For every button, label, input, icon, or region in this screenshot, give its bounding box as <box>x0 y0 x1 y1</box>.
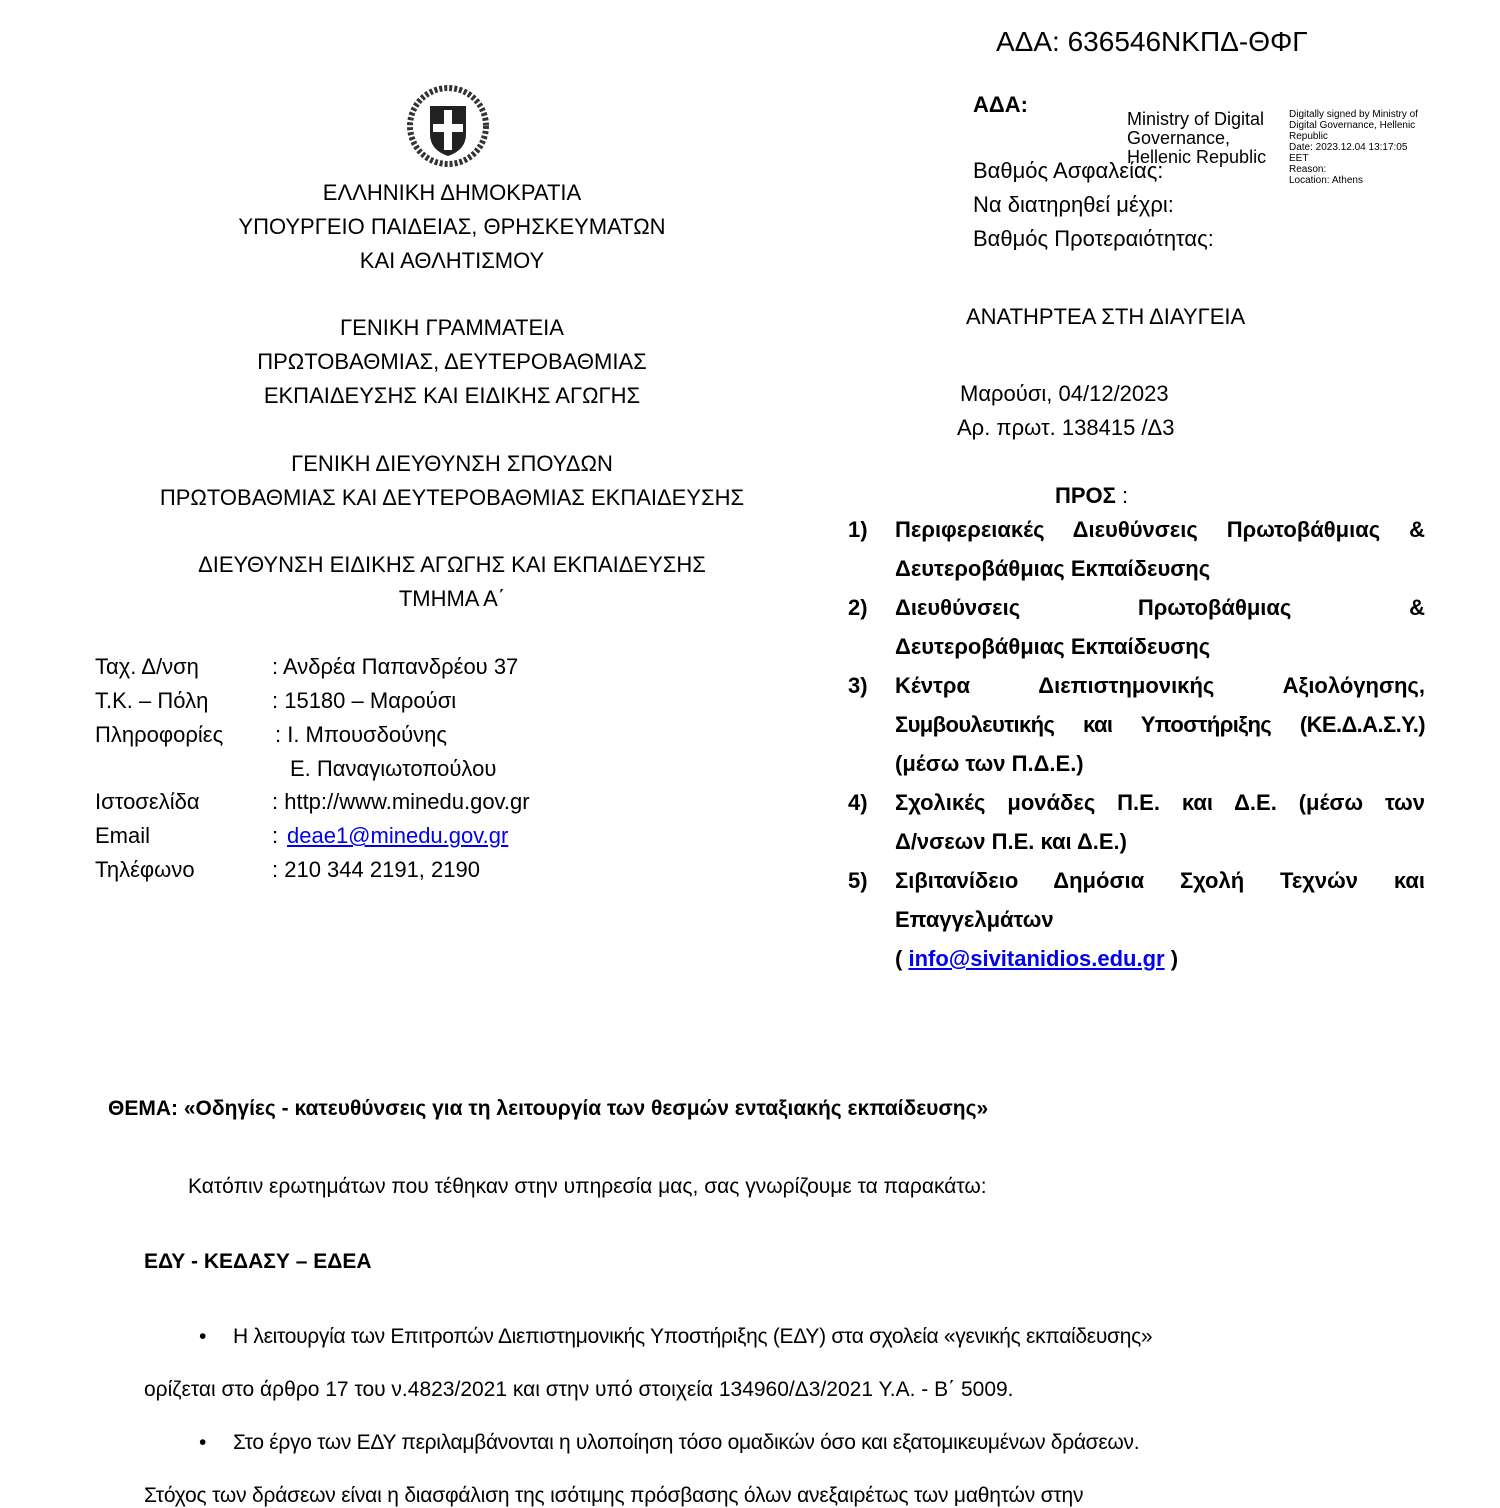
recipient-number: 4) <box>848 790 868 815</box>
bullet-paragraph: Στο έργο των ΕΔΥ περιλαμβάνονται η υλοποίηση τόσο ομαδικών όσο και εξατομικευμένων δράσεων. <box>233 1431 1140 1454</box>
recipient-line: Σχολικές μονάδες Π.Ε. και Δ.Ε. (μέσω των <box>895 790 1425 815</box>
signature-detail: Date: 2023.12.04 13:17:05 <box>1289 142 1408 153</box>
email-link[interactable]: deae1@minedu.gov.gr <box>287 823 509 848</box>
signer-line: Ministry of Digital <box>1127 109 1265 129</box>
contact-value: : Ανδρέα Παπανδρέου 37 <box>272 654 519 679</box>
paragraph-line: ορίζεται στο άρθρο 17 του ν.4823/2021 και στην υπό στοιχεία 134960/Δ3/2021 Υ.Α. - Β΄ 5009. <box>144 1378 1014 1401</box>
keep-until-label: Να διατηρηθεί μέχρι: <box>973 192 1174 217</box>
contact-label: Ιστοσελίδα <box>95 789 200 814</box>
signer-line: Hellenic Republic <box>1127 147 1267 167</box>
issuer-line: ΠΡΩΤΟΒΑΘΜΙΑΣ, ΔΕΥΤΕΡΟΒΑΘΜΙΑΣ <box>257 349 647 374</box>
issuer-line: ΔΙΕΥΘΥΝΣΗ ΕΙΔΙΚΗΣ ΑΓΩΓΗΣ ΚΑΙ ΕΚΠΑΙΔΕΥΣΗΣ <box>198 552 706 577</box>
issuer-line: ΓΕΝΙΚΗ ΓΡΑΜΜΑΤΕΙΑ <box>340 315 564 340</box>
recipient-line: Συμβουλευτικής και Υποστήριξης (ΚΕ.Δ.Α.Σ.Υ.) <box>895 712 1425 737</box>
recipient-number: 5) <box>848 868 868 893</box>
recipient-line: Διευθύνσεις Πρωτοβάθμιας & <box>895 595 1425 620</box>
signature-detail: Republic <box>1289 131 1328 142</box>
signature-details <box>1289 109 1418 186</box>
ada-label: ΑΔΑ: <box>973 92 1028 117</box>
signature-detail: Location: Athens <box>1289 175 1363 186</box>
recipient-line: Κέντρα Διεπιστημονικής Αξιολόγησης, <box>895 673 1425 698</box>
issuer-line: ΚΑΙ ΑΘΛΗΤΙΣΜΟΥ <box>359 248 545 273</box>
recipient-line: Σιβιτανίδειο Δημόσια Σχολή Τεχνών και <box>895 868 1425 893</box>
priority-label: Βαθμός Προτεραιότητας: <box>973 226 1214 251</box>
signer-name <box>1127 110 1266 167</box>
issuer-line: ΕΚΠΑΙΔΕΥΣΗΣ ΚΑΙ ΕΙΔΙΚΗΣ ΑΓΩΓΗΣ <box>263 383 641 408</box>
recipient-number: 1) <box>848 517 868 542</box>
diavgeia-note: ΑΝΑΤΗΡΤΕΑ ΣΤΗ ΔΙΑΥΓΕΙΑ <box>966 304 1246 329</box>
contact-label: Πληροφορίες <box>95 722 224 747</box>
recipient-email-link[interactable]: info@sivitanidios.edu.gr <box>908 946 1165 971</box>
security-label: Βαθμός Ασφαλείας: <box>973 158 1164 183</box>
bullet-icon: • <box>199 1431 207 1454</box>
issuer-line: ΤΜΗΜΑ Α΄ <box>398 586 506 611</box>
contact-value: : <box>272 823 279 848</box>
recipient-line: Δευτεροβάθμιας Εκπαίδευσης <box>895 556 1211 581</box>
contact-label: Τ.Κ. – Πόλη <box>95 688 209 713</box>
contact-value: : http://www.minedu.gov.gr <box>272 789 530 814</box>
recipient-line: Περιφερειακές Διευθύνσεις Πρωτοβάθμιας & <box>895 517 1425 542</box>
recipient-line: (μέσω των Π.Δ.Ε.) <box>895 751 1084 776</box>
recipients-heading: ΠΡΟΣ : <box>1055 483 1129 508</box>
issuer-line: ΓΕΝΙΚΗ ΔΙΕΥΘΥΝΣΗ ΣΠΟΥΔΩΝ <box>291 451 613 476</box>
contact-value: : 15180 – Μαρούσι <box>272 688 457 713</box>
recipient-number: 3) <box>848 673 868 698</box>
intro-paragraph: Κατόπιν ερωτημάτων που τέθηκαν στην υπηρεσία μας, σας γνωρίζουμε τα παρακάτω: <box>188 1175 987 1198</box>
recipient-number: 2) <box>848 595 868 620</box>
greek-emblem-icon <box>406 84 490 168</box>
issuer-line: ΠΡΩΤΟΒΑΘΜΙΑΣ ΚΑΙ ΔΕΥΤΕΡΟΒΑΘΜΙΑΣ ΕΚΠΑΙΔΕΥΣΗΣ <box>159 485 745 510</box>
recipient-line: Επαγγελμάτων <box>895 907 1054 932</box>
signature-detail: Digital Governance, Hellenic <box>1289 120 1416 131</box>
contact-value: : Ι. Μπουσδούνης <box>275 722 447 747</box>
signature-detail: EET <box>1289 153 1309 164</box>
section-title: ΕΔΥ - ΚΕΔΑΣΥ – ΕΔΕΑ <box>144 1250 372 1273</box>
signature-detail: Reason: <box>1289 164 1327 175</box>
contact-value: : 210 344 2191, 2190 <box>272 857 480 882</box>
issuer-line: ΥΠΟΥΡΓΕΙΟ ΠΑΙΔΕΙΑΣ, ΘΡΗΣΚΕΥΜΑΤΩΝ <box>238 214 666 239</box>
issuer-line: ΕΛΛΗΝΙΚΗ ΔΗΜΟΚΡΑΤΙΑ <box>322 180 582 205</box>
bullet-icon: • <box>199 1325 207 1348</box>
contact-label: Email <box>95 823 151 848</box>
contact-value: Ε. Παναγιωτοπούλου <box>290 756 497 781</box>
ada-header: ΑΔΑ: 636546ΝΚΠΔ-ΘΦΓ <box>996 26 1308 57</box>
document-date: Μαρούσι, 04/12/2023 <box>960 381 1169 406</box>
subject-line: ΘΕΜΑ: «Οδηγίες - κατευθύνσεις για τη λειτουργία των θεσμών ενταξιακής εκπαίδευσης» <box>108 1097 989 1120</box>
signature-detail: Digitally signed by Ministry of <box>1289 109 1418 120</box>
contact-label: Ταχ. Δ/νση <box>95 654 199 679</box>
bullet-paragraph: Η λειτουργία των Επιτροπών Διεπιστημονικής Υποστήριξης (ΕΔΥ) στα σχολεία «γενικής εκπαίδευσης» <box>233 1325 1153 1348</box>
recipient-line: Δευτεροβάθμιας Εκπαίδευσης <box>895 634 1211 659</box>
recipient-email-line: ( info@sivitanidios.edu.gr ) <box>895 946 1179 971</box>
protocol-number: Αρ. πρωτ. 138415 /Δ3 <box>957 415 1175 440</box>
paragraph-line: Στόχος των δράσεων είναι η διασφάλιση της ισότιμης πρόσβασης όλων ανεξαιρέτως των μαθητών στην <box>144 1484 1084 1507</box>
signer-line: Governance, <box>1127 128 1231 148</box>
contact-label: Τηλέφωνο <box>95 857 195 882</box>
recipient-line: Δ/νσεων Π.Ε. και Δ.Ε.) <box>895 829 1127 854</box>
